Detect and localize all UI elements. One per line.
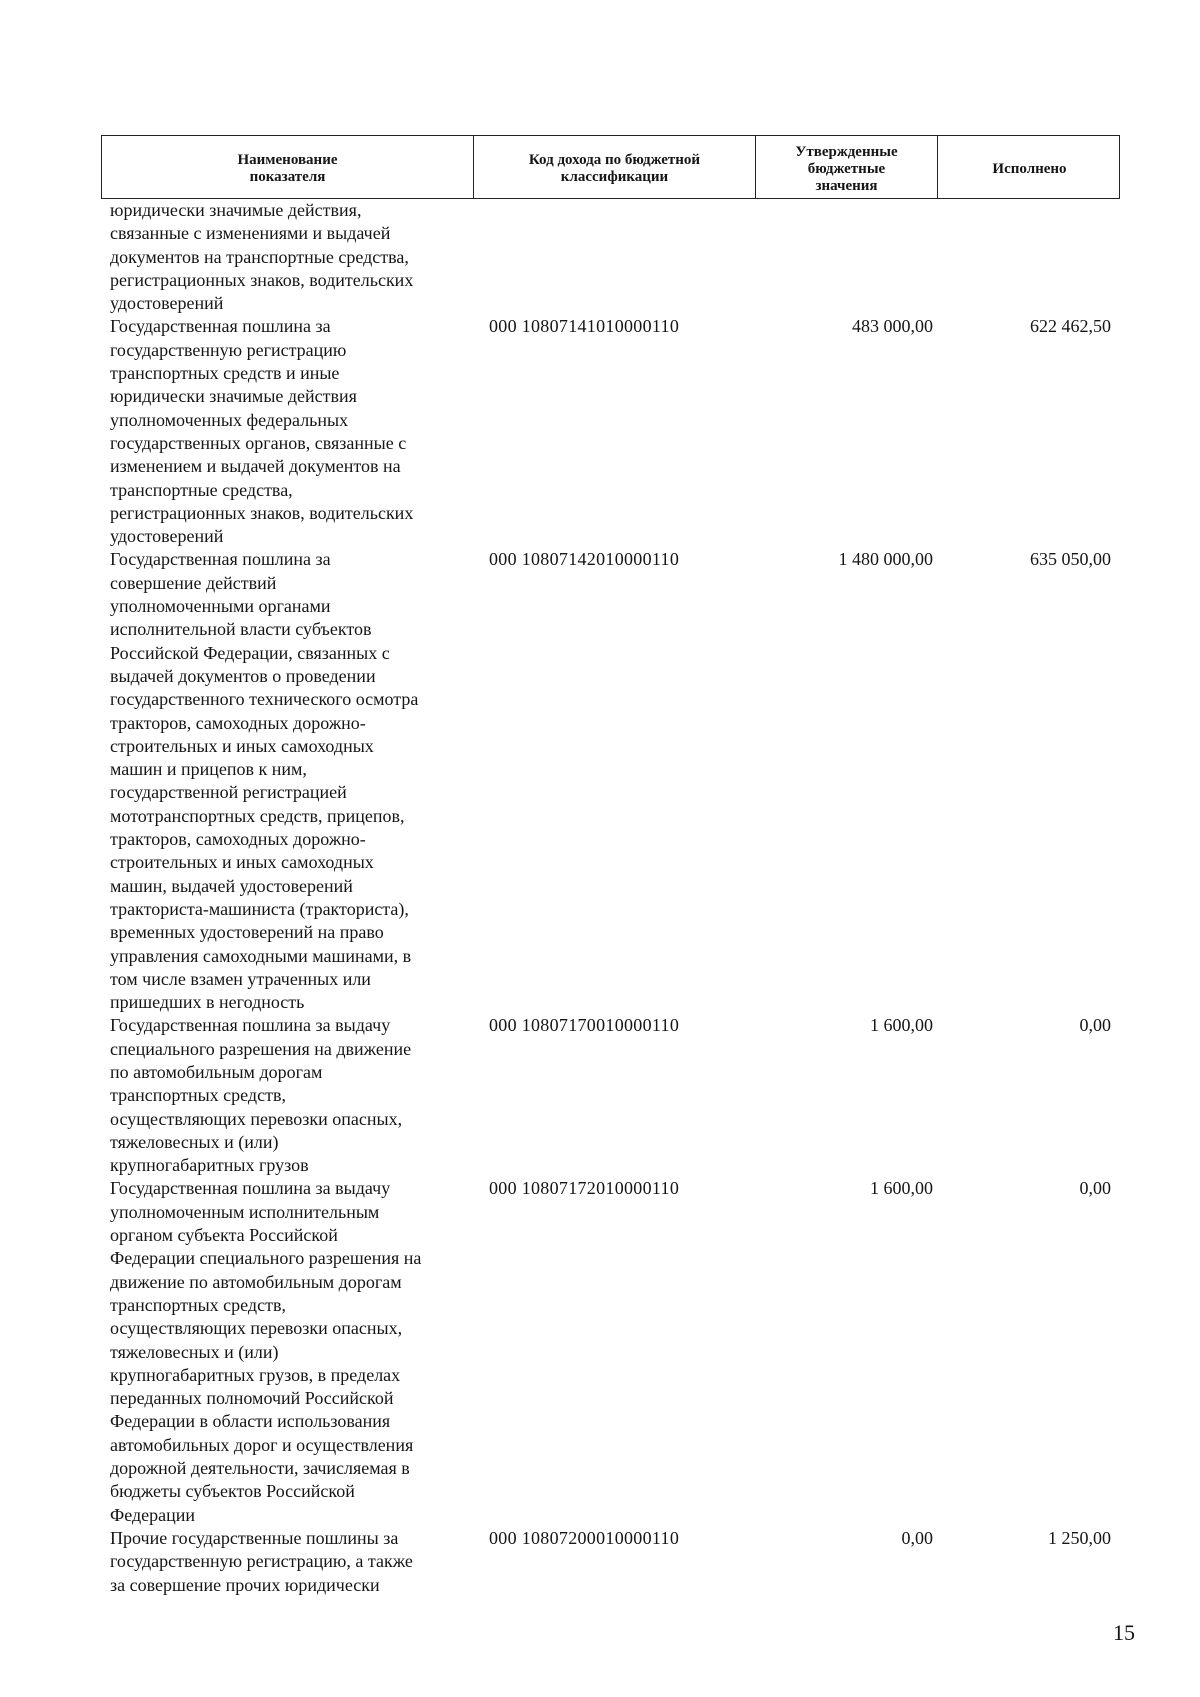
table-row <box>101 199 1120 315</box>
row-approved: 0,00 <box>901 1527 933 1548</box>
row-approved: 1 480 000,00 <box>838 549 933 570</box>
row-executed: 0,00 <box>1079 1178 1111 1199</box>
row-code: 000 10807141010000110 <box>489 316 680 337</box>
row-executed: 635 050,00 <box>1030 549 1111 570</box>
table-row <box>101 1177 1120 1526</box>
header-executed: Исполнено <box>992 160 1067 177</box>
row-code <box>473 199 755 315</box>
table-body <box>101 199 1120 1597</box>
row-name: Государственная пошлина за государственную регистрацию транспортных средств и иные юридически значимые действия уполномоченных федеральных государственных органов, связанные с изменением и выдачей документов на транспортные средства, регистрационных знаков, водительских удостоверений <box>110 316 414 547</box>
table-row <box>101 1014 1120 1177</box>
table-row <box>101 1527 1120 1597</box>
table-row <box>101 315 1120 548</box>
table-header <box>101 135 1120 199</box>
row-code: 000 10807142010000110 <box>489 549 680 570</box>
header-approved: Утвержденные бюджетные значения <box>756 136 938 198</box>
row-name: Государственная пошлина за совершение действий уполномоченными органами исполнительной власти субъектов Российской Федерации, связанных с выдачей документов о проведении государственного технического осмотра тракторов, самоходных дорожно- строительных и иных самоходных машин и прицепов к ним, государственной регистрацией мототранспортных средств, прицепов, тракторов, самоходных дорожно- строительных и иных самоходных машин, выдачей удостоверений тракториста-машиниста (тракториста), временных удостоверений на право управления самоходными машинами, в том числе взамен утраченных или пришедших в негодность <box>110 549 419 1013</box>
row-executed: 1 250,00 <box>1048 1527 1111 1548</box>
row-code: 000 10807200010000110 <box>489 1527 680 1548</box>
table-row <box>101 548 1120 1014</box>
row-name: Прочие государственные пошлины за государственную регистрацию, а также за совершение прочих юридически <box>110 1527 413 1595</box>
row-executed: 622 462,50 <box>1030 316 1111 337</box>
row-approved: 1 600,00 <box>870 1015 933 1036</box>
header-code: Код дохода по бюджетной классификации <box>474 136 756 198</box>
row-approved: 483 000,00 <box>852 316 933 337</box>
row-approved <box>755 199 937 315</box>
header-name: Наименование показателя <box>102 136 474 198</box>
row-executed: 0,00 <box>1079 1015 1111 1036</box>
row-name: юридически значимые действия, связанные с изменениями и выдачей документов на транспортные средства, регистрационных знаков, водительских удостоверений <box>110 200 414 314</box>
page-number: 15 <box>1113 1620 1135 1645</box>
row-name: Государственная пошлина за выдачу уполномоченным исполнительным органом субъекта Российской Федерации специального разрешения на движение по автомобильным дорогам транспортных средств, осуществляющих перевозки опасных, тяжеловесных и (или) крупногабаритных грузов, в пределах переданных полномочий Российской Федерации в области использования автомобильных дорог и осуществления дорожной деятельности, зачисляемая в бюджеты субъектов Российской Федерации <box>110 1178 422 1525</box>
row-name: Государственная пошлина за выдачу специального разрешения на движение по автомобильным дорогам транспортных средств, осуществляющих перевозки опасных, тяжеловесных и (или) крупногабаритных грузов <box>110 1015 412 1176</box>
row-approved: 1 600,00 <box>870 1178 933 1199</box>
row-code: 000 10807172010000110 <box>489 1178 680 1199</box>
row-code: 000 10807170010000110 <box>489 1015 680 1036</box>
revenue-table <box>101 135 1120 1597</box>
row-executed <box>937 199 1120 315</box>
